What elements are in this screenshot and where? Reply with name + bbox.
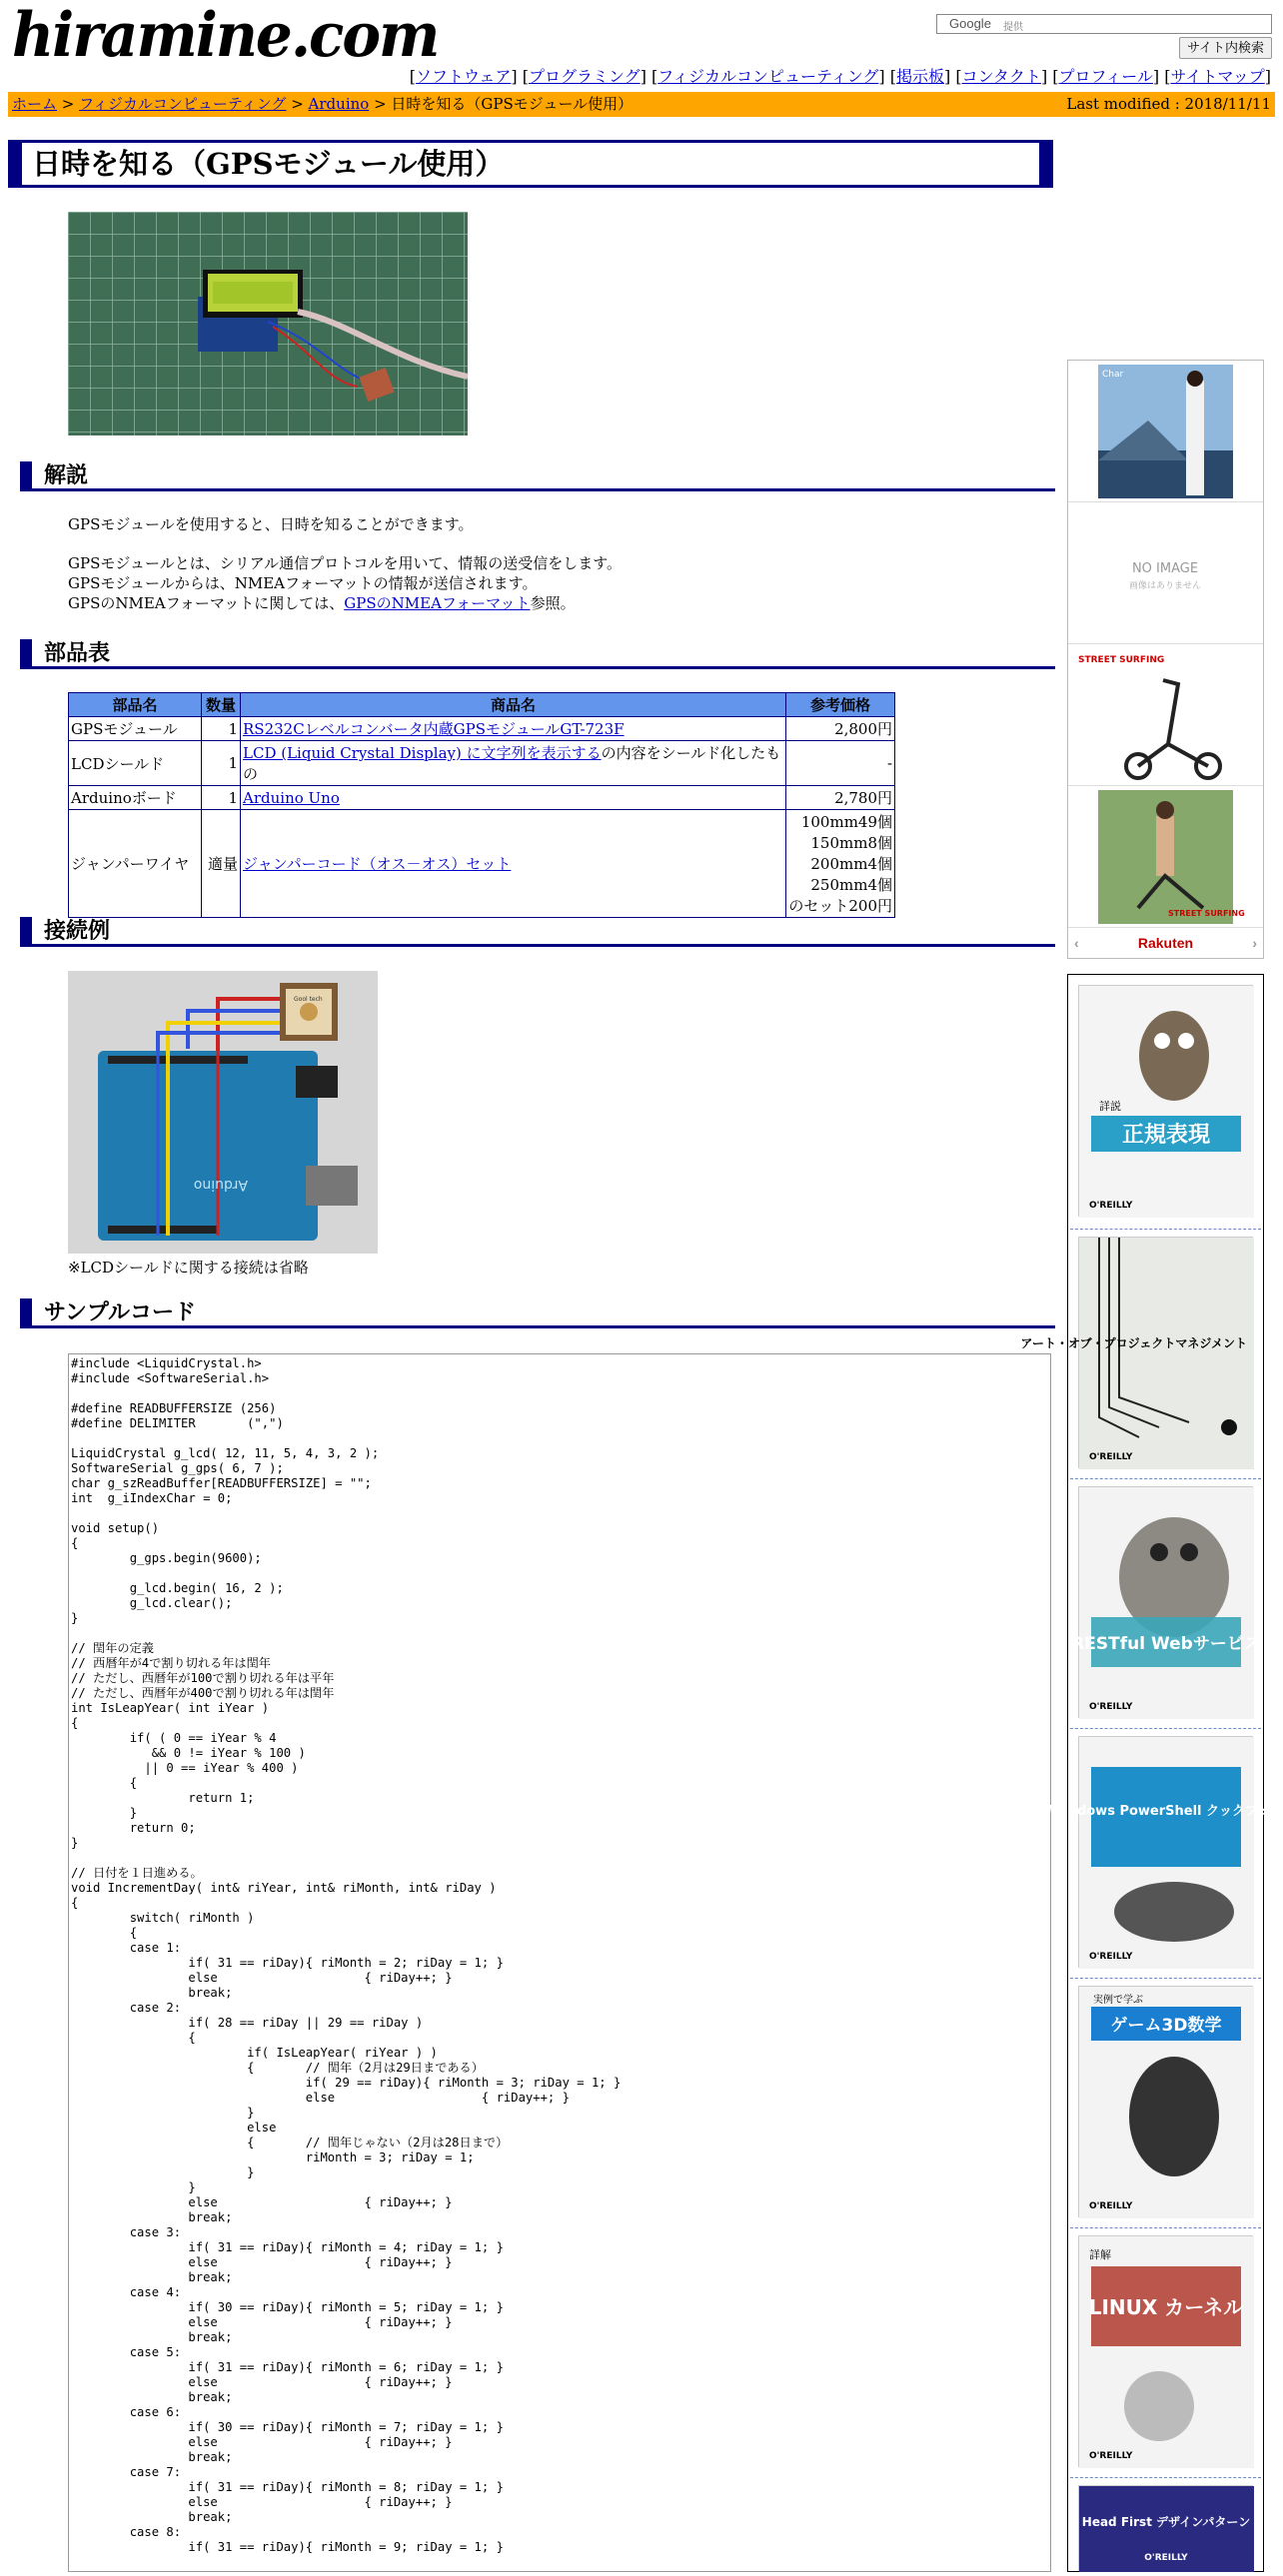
book-title: RESTful Webサービス — [1071, 1634, 1261, 1654]
nav-profile[interactable]: プロフィール — [1058, 67, 1153, 86]
product-link[interactable]: ジャンパーコード（オス－オス）セット — [243, 855, 512, 873]
desc-paragraph-2 — [68, 553, 622, 613]
breadcrumb-physical[interactable]: フィジカルコンピューティング — [79, 95, 287, 113]
price-line: 250mm4個 — [810, 876, 893, 894]
table-row — [69, 810, 895, 918]
nav-contact[interactable]: コンタクト — [961, 67, 1041, 86]
google-hint: 提供 — [1003, 22, 1023, 33]
nav-physical-computing[interactable]: フィジカルコンピューティング — [657, 67, 879, 86]
desc-line: GPSモジュールとは、シリアル通信プロトコルを用いて、情報の送受信をします。 — [68, 554, 623, 572]
section-heading-wiring — [20, 917, 1055, 947]
part-name: ジャンパーワイヤ — [69, 810, 202, 918]
divider — [1070, 2227, 1261, 2228]
nav-sitemap[interactable]: サイトマップ — [1170, 67, 1265, 86]
divider — [1070, 1978, 1261, 1979]
column-header: 参考価格 — [786, 693, 895, 717]
part-product — [241, 786, 786, 810]
part-name: LCDシールド — [69, 741, 202, 786]
sample-code-box[interactable] — [68, 1353, 1051, 2572]
site-logo[interactable]: hiramine.com — [12, 0, 439, 71]
parts-table — [68, 692, 895, 918]
rakuten-logo[interactable]: Rakuten — [1137, 935, 1194, 951]
product-link[interactable]: LCD (Liquid Crystal Display) に文字列を表示する — [243, 744, 602, 762]
rakuten-item[interactable] — [1068, 786, 1263, 928]
desc-line: GPSモジュールからは、NMEAフォーマットの情報が送信されます。 — [68, 574, 538, 592]
section-title: 接続例 — [44, 918, 111, 944]
breadcrumb-arduino[interactable]: Arduino — [308, 95, 370, 113]
desc-paragraph-1: GPSモジュールを使用すると、日時を知ることができます。 — [68, 515, 474, 533]
wiring-diagram — [68, 971, 378, 1254]
part-name: Arduinoボード — [69, 786, 202, 810]
sample-code: #include <LiquidCrystal.h> #include <SoftwareSerial.h> #define READBUFFERSIZE (256) #define DELIMITER (",") LiquidCrystal g_lcd( 12, 11, 5, 4, 3, 2 ); SoftwareSerial g_gps( 6, 7 ); char g_szReadBuffer[READBUFFERSIZE] = ""; int g_iIndexChar = 0; void setup() { g_gps.begin(9600); g_lcd.begin( 16, 2 ); g_lcd.clear(); } // 閏年の定義 // 西暦年が4で割り切れる年は閏年 // ただし、西暦年が100で割り切れる年は平年 // ただし、西暦年が400で割り切れる年は閏年 int IsLeapYear( int iYear ) { if( ( 0 == iYear % 4 && 0 != iYear % 100 ) || 0 == iYear % 400 ) { return 1; } return 0; } // 日付を１日進める。 void IncrementDay( int& riYear, int& riMonth, int& riDay ) { switch( riMonth ) { case 1: if( 31 == riDay){ riMonth = 2; riDay = 1; } else { riDay++; } break; case 2: if( 28 == riDay || 29 == riDay ) { if( IsLeapYear( riYear ) ) { // 閏年（2月は29日まである） if( 29 == riDay){ riMonth = 3; riDay = 1; } else { riDay++; } } else { // 閏年じゃない（2月は28日まで） riMonth = 3; riDay = 1; } } else { riDay++; } break; case 3: if( 31 == riDay){ riMonth = 4; riDay = 1; } else { riDay++; } break; case 4: if( 30 == riDay){ riMonth = 5; riDay = 1; } else { riDay++; } break; case 5: if( 31 == riDay){ riMonth = 6; riDay = 1; } else { riDay++; } break; case 6: if( 30 == riDay){ riMonth = 7; riDay = 1; } else { riDay++; } break; case 7: if( 31 == riDay){ riMonth = 8; riDay = 1; } else { riDay++; } break; case 8: if( 31 == riDay){ riMonth = 9; riDay = 1; } — [71, 1356, 622, 2554]
part-price: - — [786, 741, 895, 786]
part-price — [786, 810, 895, 918]
book-cover[interactable] — [1071, 1486, 1261, 1718]
breadcrumb-current: 日時を知る（GPSモジュール使用） — [391, 95, 634, 113]
book-title: Windows PowerShell クックブック — [1048, 1804, 1283, 1819]
book-kicker: 実例で学ぶ — [1093, 1995, 1143, 2006]
book-title: アート・オブ・プロジェクトマネジメント — [1020, 1336, 1247, 1350]
rakuten-item-brand: STREET SURFING — [1168, 909, 1245, 918]
wiring-note: ※LCDシールドに関する接続は省略 — [68, 1259, 309, 1277]
part-qty: 1 — [202, 717, 241, 741]
product-link[interactable]: Arduino Uno — [243, 788, 340, 807]
search-input[interactable] — [936, 14, 1272, 34]
rakuten-widget — [1067, 360, 1264, 959]
book-title: Head First デザインパターン — [1081, 2515, 1251, 2529]
product-suffix: の内容をシールド化したもの — [243, 744, 781, 783]
breadcrumb: ホーム > フィジカルコンピューティング > Arduino > 日時を知る（GPSモジュール使用） Last modified : 2018/11/11 — [8, 92, 1275, 117]
book-title: LINUX カーネル — [1088, 2295, 1244, 2319]
price-line: のセット200円 — [788, 897, 893, 915]
section-heading-description — [20, 461, 1055, 491]
book-title: ゲーム3D数学 — [1110, 2016, 1222, 2036]
nav-software[interactable]: ソフトウェア — [416, 67, 512, 86]
price-line: 150mm8個 — [810, 834, 893, 852]
book-publisher: O'REILLY — [1089, 1952, 1133, 1962]
next-arrow-icon[interactable]: › — [1252, 935, 1257, 951]
book-kicker: 詳解 — [1089, 2248, 1111, 2261]
book-publisher: O'REILLY — [1089, 1452, 1133, 1462]
rakuten-item[interactable] — [1068, 502, 1263, 644]
nav-bbs[interactable]: 掲示板 — [895, 67, 944, 86]
book-publisher: O'REILLY — [1144, 2553, 1188, 2563]
no-image-label: NO IMAGE — [1131, 561, 1199, 576]
product-link[interactable]: RS232Cレベルコンバータ内蔵GPSモジュールGT-723F — [243, 720, 625, 738]
book-publisher: O'REILLY — [1089, 1201, 1133, 1211]
book-ads — [1020, 974, 1283, 2572]
part-name: GPSモジュール — [69, 717, 202, 741]
section-heading-code — [20, 1298, 1055, 1328]
rakuten-item-brand: STREET SURFING — [1078, 655, 1165, 665]
section-title: 解説 — [44, 462, 89, 488]
site-search-button[interactable]: サイト内検索 — [1179, 37, 1272, 59]
page-title-box — [8, 140, 1053, 188]
book-kicker: 詳説 — [1099, 1100, 1121, 1113]
part-price: 2,800円 — [786, 717, 895, 741]
google-label: Google — [949, 16, 991, 31]
divider — [1070, 2477, 1261, 2478]
table-row — [69, 741, 895, 786]
book-cover[interactable] — [1020, 1237, 1253, 1468]
table-header-row — [69, 693, 895, 717]
rakuten-item[interactable] — [1068, 361, 1263, 502]
book-cover[interactable] — [1078, 985, 1253, 1217]
desc-line: 参照。 — [530, 594, 576, 612]
nmea-format-link[interactable]: GPSのNMEAフォーマット — [344, 594, 531, 612]
rakuten-item[interactable] — [1068, 644, 1263, 786]
page-title: 日時を知る（GPSモジュール使用） — [32, 147, 505, 181]
book-cover[interactable] — [1078, 2235, 1253, 2467]
desc-line: GPSのNMEAフォーマットに関しては、 — [68, 594, 345, 612]
top-navigation: [ソフトウェア] [プログラミング] [フィジカルコンピューティング] [掲示板] [コンタクト] [プロフィール] [サイトマップ] — [409, 67, 1271, 86]
gps-module-label: Gool tech — [294, 996, 323, 1003]
part-qty: 1 — [202, 741, 241, 786]
book-publisher: O'REILLY — [1089, 2451, 1133, 2461]
nav-programming[interactable]: プログラミング — [529, 67, 641, 86]
table-row — [69, 786, 895, 810]
rakuten-item-title: Char — [1102, 370, 1124, 380]
price-line: 200mm4個 — [810, 855, 893, 873]
divider — [1070, 1229, 1261, 1230]
book-cover[interactable] — [1078, 1986, 1253, 2217]
no-image-sub: 画像はありません — [1128, 581, 1202, 591]
table-row — [69, 717, 895, 741]
section-heading-parts — [20, 639, 1055, 669]
book-cover[interactable] — [1048, 1736, 1283, 1968]
part-qty: 1 — [202, 786, 241, 810]
part-product — [241, 741, 786, 786]
breadcrumb-home[interactable]: ホーム — [12, 95, 58, 113]
column-header: 数量 — [202, 693, 241, 717]
device-photo — [68, 212, 468, 435]
book-publisher: O'REILLY — [1089, 1702, 1133, 1712]
section-title: 部品表 — [44, 640, 111, 666]
column-header: 商品名 — [241, 693, 786, 717]
section-title: サンプルコード — [44, 1299, 197, 1325]
part-price: 2,780円 — [786, 786, 895, 810]
last-modified: Last modified : 2018/11/11 — [1066, 95, 1271, 113]
book-cover[interactable] — [1078, 2485, 1253, 2571]
prev-arrow-icon[interactable]: ‹ — [1074, 935, 1079, 951]
part-product — [241, 717, 786, 741]
column-header: 部品名 — [69, 693, 202, 717]
divider — [1070, 1478, 1261, 1479]
part-qty: 適量 — [202, 810, 241, 918]
rakuten-footer — [1068, 928, 1263, 958]
part-product — [241, 810, 786, 918]
divider — [1070, 1728, 1261, 1729]
book-title: 正規表現 — [1121, 1123, 1211, 1148]
book-publisher: O'REILLY — [1089, 2201, 1133, 2211]
arduino-board-label: Arduino — [193, 1177, 248, 1193]
price-line: 100mm49個 — [800, 813, 893, 831]
